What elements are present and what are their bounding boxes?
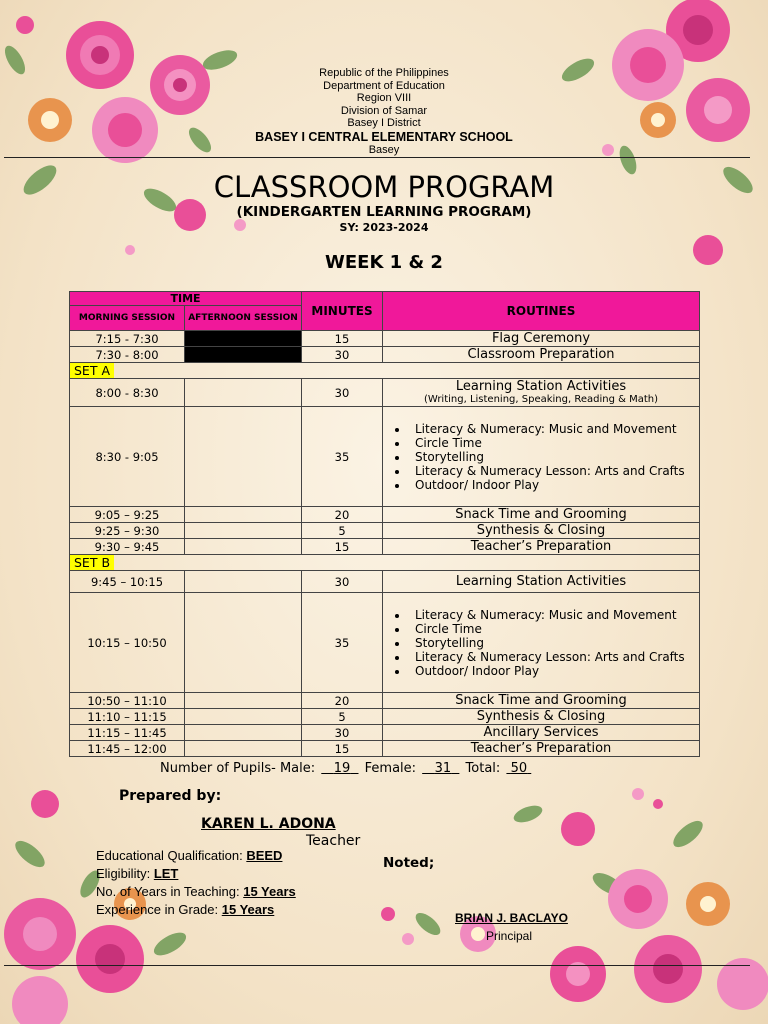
list-item: • Literacy & Numeracy: Music and Movement [409,422,699,436]
school-year: SY: 2023-2024 [339,221,429,234]
header-afternoon-session: AFTERNOON SESSION [185,306,302,331]
routine-cell [383,379,700,407]
years-teaching-label: No. of Years in Teaching: [96,884,240,899]
routine-list [383,608,699,678]
minutes-cell: 5 [302,709,383,725]
list-item: • Circle Time [409,436,699,450]
routine-subtitle: (Writing, Listening, Speaking, Reading & Math) [423,394,658,405]
principal-role: Principal [486,929,533,943]
blocked-cell [185,331,302,347]
routine-cell: Snack Time and Grooming [383,693,700,709]
total-label: Total: [465,761,501,776]
header-line-republic: Republic of the Philippines [319,67,449,79]
routine-cell: Learning Station Activities [383,571,700,593]
table-row [70,379,700,407]
male-count: 19 [333,761,351,776]
time-cell: 9:25 – 9:30 [70,523,185,539]
minutes-cell: 20 [302,507,383,523]
time-cell: 11:10 – 11:15 [70,709,185,725]
minutes-cell: 20 [302,693,383,709]
table-row [70,571,700,593]
routine-cell: Ancillary Services [383,725,700,741]
noted-label: Noted; [383,855,435,871]
table-row [70,539,700,555]
qualification-label: Educational Qualification: [96,848,243,863]
page-subtitle: (KINDERGARTEN LEARNING PROGRAM) [236,204,532,220]
set-b-highlight: SET B [70,555,114,570]
list-item: • Literacy & Numeracy Lesson: Arts and Crafts [409,464,699,478]
grade-experience-line [96,902,274,917]
routine-list [383,422,699,492]
female-count: 31 [434,761,452,776]
time-cell: 10:15 – 10:50 [70,593,185,693]
principal-name: BRIAN J. BACLAYO [455,911,568,925]
prepared-by-label: Prepared by: [119,788,222,804]
afternoon-cell [185,523,302,539]
time-cell: 10:50 – 11:10 [70,693,185,709]
grade-experience-label: Experience in Grade: [96,902,219,917]
afternoon-cell [185,539,302,555]
table-row [70,741,700,757]
routine-title: Learning Station Activities [455,379,627,394]
minutes-cell: 30 [302,347,383,363]
eligibility-line [96,866,178,881]
minutes-cell: 30 [302,571,383,593]
routine-cell: Synthesis & Closing [383,709,700,725]
male-label: Male: [279,761,316,776]
week-label: WEEK 1 & 2 [325,252,443,273]
header-line-region: Region VIII [356,92,412,104]
qualification-line [96,848,282,863]
table-row [70,331,700,347]
years-teaching-line [96,884,296,899]
minutes-cell: 35 [302,593,383,693]
table-row [70,347,700,363]
pupils-label: Number of Pupils- [160,761,276,776]
list-item: • Storytelling [409,450,699,464]
table-row [70,523,700,539]
minutes-cell: 30 [302,725,383,741]
routine-cell: Snack Time and Grooming [383,507,700,523]
teacher-name: KAREN L. ADONA [201,816,336,832]
letterhead [0,67,768,156]
header-routines: ROUTINES [383,292,700,331]
afternoon-cell [185,507,302,523]
afternoon-cell [185,379,302,407]
time-cell: 9:45 – 10:15 [70,571,185,593]
school-name: BASEY I CENTRAL ELEMENTARY SCHOOL [255,129,513,144]
grade-experience-value: 15 Years [221,902,275,917]
list-item: • Literacy & Numeracy: Music and Movement [409,608,699,622]
pupil-count [160,761,533,776]
blocked-cell [185,347,302,363]
time-cell: 11:15 – 11:45 [70,725,185,741]
routine-cell: Synthesis & Closing [383,523,700,539]
total-count: 50 [510,761,528,776]
table-row [70,407,700,507]
header-line-district: Basey I District [347,117,421,129]
afternoon-cell [185,741,302,757]
table-row [70,725,700,741]
routine-cell: Classroom Preparation [383,347,700,363]
afternoon-cell [185,571,302,593]
list-item: • Literacy & Numeracy Lesson: Arts and Crafts [409,650,699,664]
time-cell: 7:30 - 8:00 [70,347,185,363]
header-line-division: Division of Samar [340,104,428,117]
header-minutes: MINUTES [302,292,383,331]
header-town: Basey [368,143,400,156]
floral-corner-bottom-right [368,774,768,1024]
header-divider [4,157,750,158]
afternoon-cell [185,725,302,741]
footer-divider [4,965,750,966]
minutes-cell: 15 [302,331,383,347]
table-row [70,593,700,693]
time-cell: 11:45 – 12:00 [70,741,185,757]
time-cell: 8:00 - 8:30 [70,379,185,407]
minutes-cell: 30 [302,379,383,407]
minutes-cell: 35 [302,407,383,507]
schedule-table [69,291,700,757]
set-a-row [70,363,700,379]
female-label: Female: [364,761,417,776]
eligibility-label: Eligibility: [96,866,151,881]
list-item: • Circle Time [409,622,699,636]
routine-list-cell [383,593,700,693]
years-teaching-value: 15 Years [243,884,296,899]
header-line-deped: Department of Education [323,79,445,92]
routine-cell: Flag Ceremony [383,331,700,347]
set-a-highlight: SET A [70,363,114,378]
teacher-role: Teacher [306,833,361,849]
list-item: • Storytelling [409,636,699,650]
afternoon-cell [185,709,302,725]
eligibility-value: LET [153,866,179,881]
set-a-label [70,363,700,379]
routine-cell: Teacher’s Preparation [383,539,700,555]
list-item: • Outdoor/ Indoor Play [409,478,699,492]
afternoon-cell [185,593,302,693]
set-b-label [70,555,700,571]
table-row [70,709,700,725]
list-item: • Outdoor/ Indoor Play [409,664,699,678]
table-header-row [70,292,700,306]
header-morning-session: MORNING SESSION [70,306,185,331]
afternoon-cell [185,407,302,507]
afternoon-cell [185,693,302,709]
routine-cell: Teacher’s Preparation [383,741,700,757]
set-b-row [70,555,700,571]
page-title: CLASSROOM PROGRAM [213,170,555,204]
time-cell: 8:30 - 9:05 [70,407,185,507]
minutes-cell: 5 [302,523,383,539]
minutes-cell: 15 [302,741,383,757]
time-cell: 9:05 – 9:25 [70,507,185,523]
minutes-cell: 15 [302,539,383,555]
time-cell: 7:15 - 7:30 [70,331,185,347]
time-cell: 9:30 – 9:45 [70,539,185,555]
qualification-value: BEED [246,848,283,863]
table-row [70,693,700,709]
routine-list-cell [383,407,700,507]
table-row [70,507,700,523]
header-time: TIME [70,292,302,306]
